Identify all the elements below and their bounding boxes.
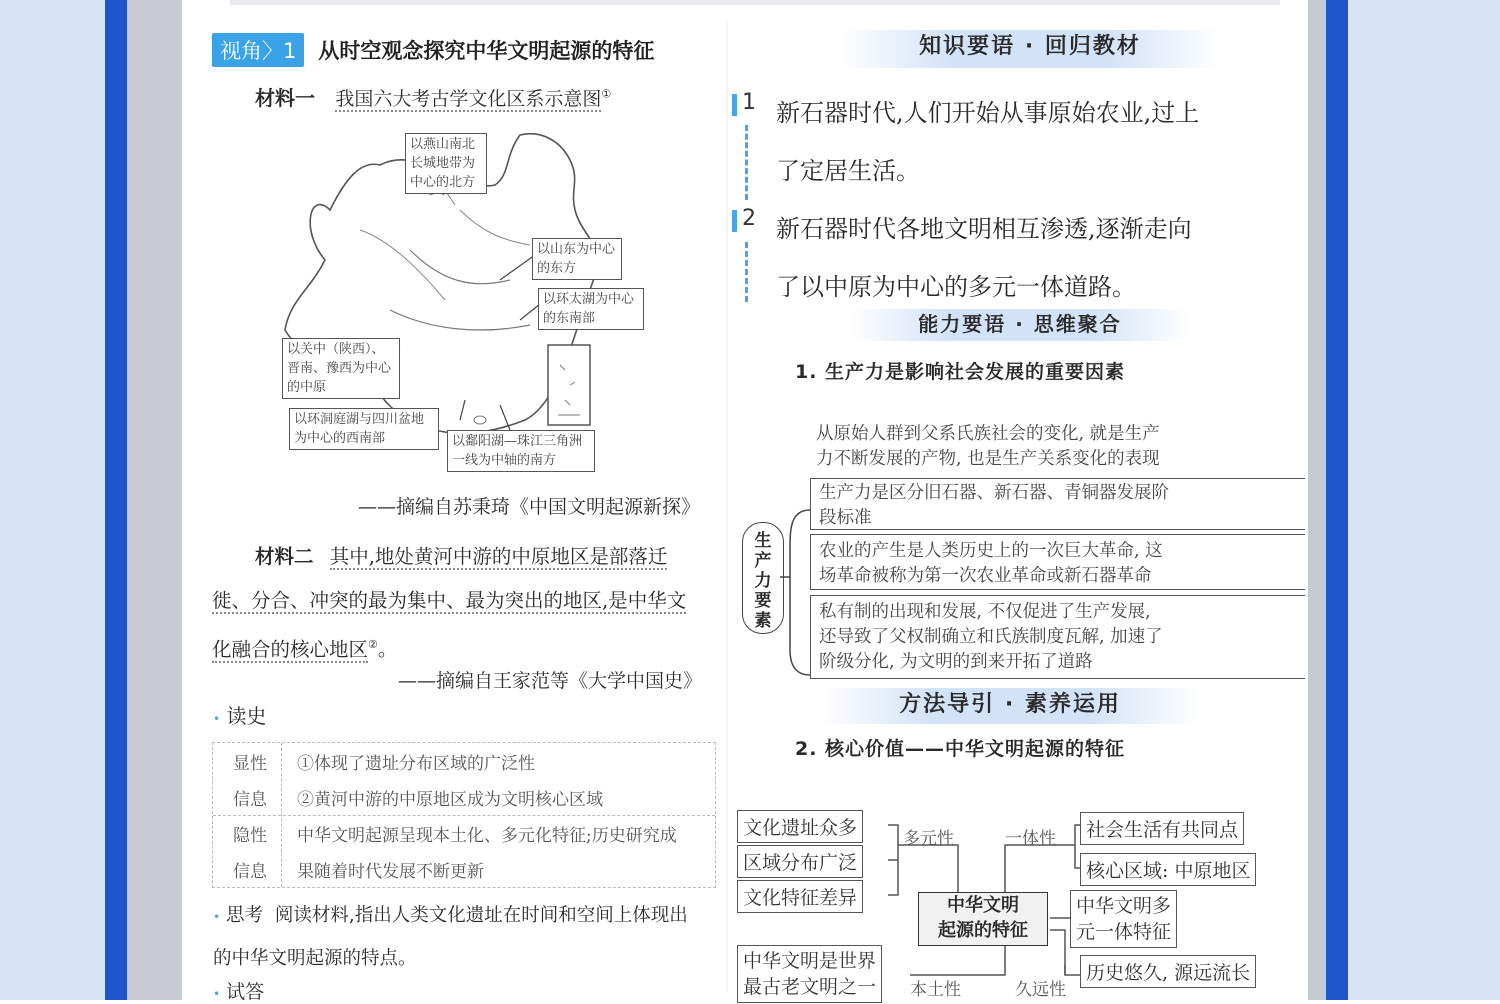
table-r4-head: 信息 [233, 862, 267, 882]
flow-right-3-line1: 中华文明多 [1076, 895, 1172, 917]
flow-label-ancient: 久远性 [1015, 980, 1066, 1000]
point-2-dash [745, 242, 748, 302]
table-r3-head: 隐性 [233, 826, 267, 846]
material1-source: ——摘编自苏秉琦《中国文明起源新探》 [358, 496, 701, 518]
flow-left-3: 文化特征差异 [737, 880, 863, 913]
table-r2-head: 信息 [233, 790, 267, 810]
table-r3-body: 中华文明起源呈现本土化、多元化特征;历史研究成 [297, 826, 677, 846]
flow-bottom-left-line2: 最古老文明之一 [743, 976, 877, 998]
point-2-bar [732, 210, 737, 232]
point-2-text [776, 200, 1306, 316]
material2-label: 材料二 [255, 545, 314, 568]
box3-line3: 阶级分化, 为文明的到来开拓了道路 [819, 652, 1093, 672]
section-heading [212, 33, 654, 67]
flow-label-unity: 一体性 [1005, 829, 1056, 849]
intro-line2: 力不断发展的产物, 也是生产关系变化的表现 [816, 449, 1160, 469]
intro-line1: 从原始人群到父系氏族社会的变化, 就是生产 [816, 424, 1160, 444]
think-block: • 思考 阅读材料,指出人类文化遗址在时间和空间上体现出 的中华文明起源的特点。 [213, 895, 718, 980]
box3-line2: 还导致了父权制确立和氏族制度瓦解, 加速了 [819, 627, 1163, 647]
box1-line1: 生产力是区分旧石器、新石器、青铜器发展阶 [819, 483, 1169, 503]
material1-title: 我国六大考古学文化区系示意图 [335, 88, 602, 110]
flow-bottom-left-line1: 中华文明是世界 [743, 950, 877, 972]
material2-line2: 徙、分合、冲突的最为集中、最为突出的地区,是中华文 [212, 589, 687, 612]
productivity-intro [816, 422, 1160, 472]
material2-source: ——摘编自王家范等《大学中国史》 [398, 670, 703, 692]
point-1-number: 1 [742, 90, 756, 115]
point-2-line2: 了以中原为中心的多元一体道路。 [776, 273, 1136, 301]
read-label: 读史 [226, 704, 267, 728]
section-knowledge: 知识要语 · 回归教材 [840, 30, 1220, 68]
table-r1-body: ①体现了遗址分布区域的广泛性 [297, 754, 535, 774]
point-1-line2: 了定居生活。 [776, 157, 920, 185]
point-2-line1: 新石器时代各地文明相互渗透,逐渐走向 [776, 215, 1192, 243]
point-2-number: 2 [742, 206, 756, 231]
flow-right-1: 社会生活有共同点 [1080, 812, 1244, 845]
flow-right-3-line2: 元一体特征 [1076, 921, 1172, 943]
map-label-east: 以山东为中心的东方 [532, 238, 622, 280]
material1-caption [255, 82, 611, 111]
material2-line1: 其中,地处黄河中游的中原地区是部落迁 [329, 545, 668, 568]
point-1-dash [745, 125, 748, 200]
section-method: 方法导引 · 素养运用 [820, 688, 1200, 724]
material2-line3: 化融合的核心地区 [212, 637, 369, 661]
point-1-bar [732, 94, 737, 116]
box3-line1: 私有制的出现和发展, 不仅促进了生产发展, [819, 602, 1151, 622]
method-heading: 2. 核心价值——中华文明起源的特征 [795, 738, 1126, 760]
box2-line2: 场革命被称为第一次农业革命或新石器革命 [819, 566, 1152, 586]
frame-right [1308, 0, 1500, 1000]
point-1-text [776, 84, 1306, 200]
section-title: 从时空观念探究中华文明起源的特征 [318, 39, 655, 63]
productivity-box-1 [810, 478, 1305, 530]
think-line1: 阅读材料,指出人类文化遗址在时间和空间上体现出 [274, 905, 688, 926]
material2-end: 。 [377, 637, 398, 661]
flow-left-2: 区域分布广泛 [737, 845, 863, 878]
frame-left [0, 0, 150, 1000]
view-badge: 视角〉1 [212, 33, 304, 67]
think-line2: 的中华文明起源的特点。 [213, 948, 417, 969]
table-r4-body: 果随着时代发展不断更新 [297, 862, 484, 882]
material2-text [212, 535, 717, 672]
box1-line2: 段标准 [819, 508, 872, 528]
table-r2-body: ②黄河中游的中原地区成为文明核心区域 [297, 790, 603, 810]
map-label-north: 以燕山南北长城地带为中心的北方 [405, 133, 487, 194]
flow-right-2: 核心区域: 中原地区 [1080, 853, 1256, 886]
flow-center-line2: 起源的特征 [938, 920, 1028, 941]
flow-label-diversity: 多元性 [903, 829, 954, 849]
productivity-box-3 [810, 595, 1305, 679]
map-label-south: 以鄱阳湖—珠江三角洲一线为中轴的南方 [447, 430, 595, 472]
footnote-2: ② [368, 638, 378, 651]
flow-right-3 [1070, 890, 1177, 948]
box2-line1: 农业的产生是人类历史上的一次巨大革命, 这 [819, 541, 1163, 561]
column-divider [727, 22, 728, 992]
answer-label: 试答 [226, 981, 265, 1003]
point-1-line1: 新石器时代,人们开始从事原始农业,过上 [776, 99, 1200, 127]
table-r1-head: 显性 [233, 754, 267, 774]
think-label: 思考 [225, 905, 263, 926]
footnote-1: ① [601, 87, 612, 101]
read-history-label: • 读史 [213, 704, 267, 728]
material1-label: 材料一 [255, 86, 315, 110]
flow-center-line1: 中华文明 [947, 895, 1019, 916]
flow-label-native: 本土性 [910, 980, 961, 1000]
productivity-box-2 [810, 534, 1305, 590]
section-ability: 能力要语 · 思维聚合 [850, 309, 1190, 341]
map-label-southeast: 以环太湖为中心的东南部 [538, 288, 644, 330]
info-table [212, 742, 716, 888]
answer-row: • 试答 [213, 981, 265, 1003]
flow-right-4: 历史悠久, 源远流长 [1080, 955, 1256, 988]
map-label-central: 以关中（陕西）、晋南、豫西为中心的中原 [282, 338, 400, 399]
top-divider [230, 0, 1280, 5]
oval-text: 生产力要素 [754, 531, 772, 631]
map-label-southwest: 以环洞庭湖与四川盆地为中心的西南部 [289, 408, 439, 450]
flow-center [918, 892, 1048, 946]
ability-heading: 1. 生产力是影响社会发展的重要因素 [795, 361, 1126, 383]
flow-bottom-left [737, 945, 882, 1003]
flow-left-1: 文化遗址众多 [737, 810, 863, 843]
productivity-oval [742, 522, 784, 634]
